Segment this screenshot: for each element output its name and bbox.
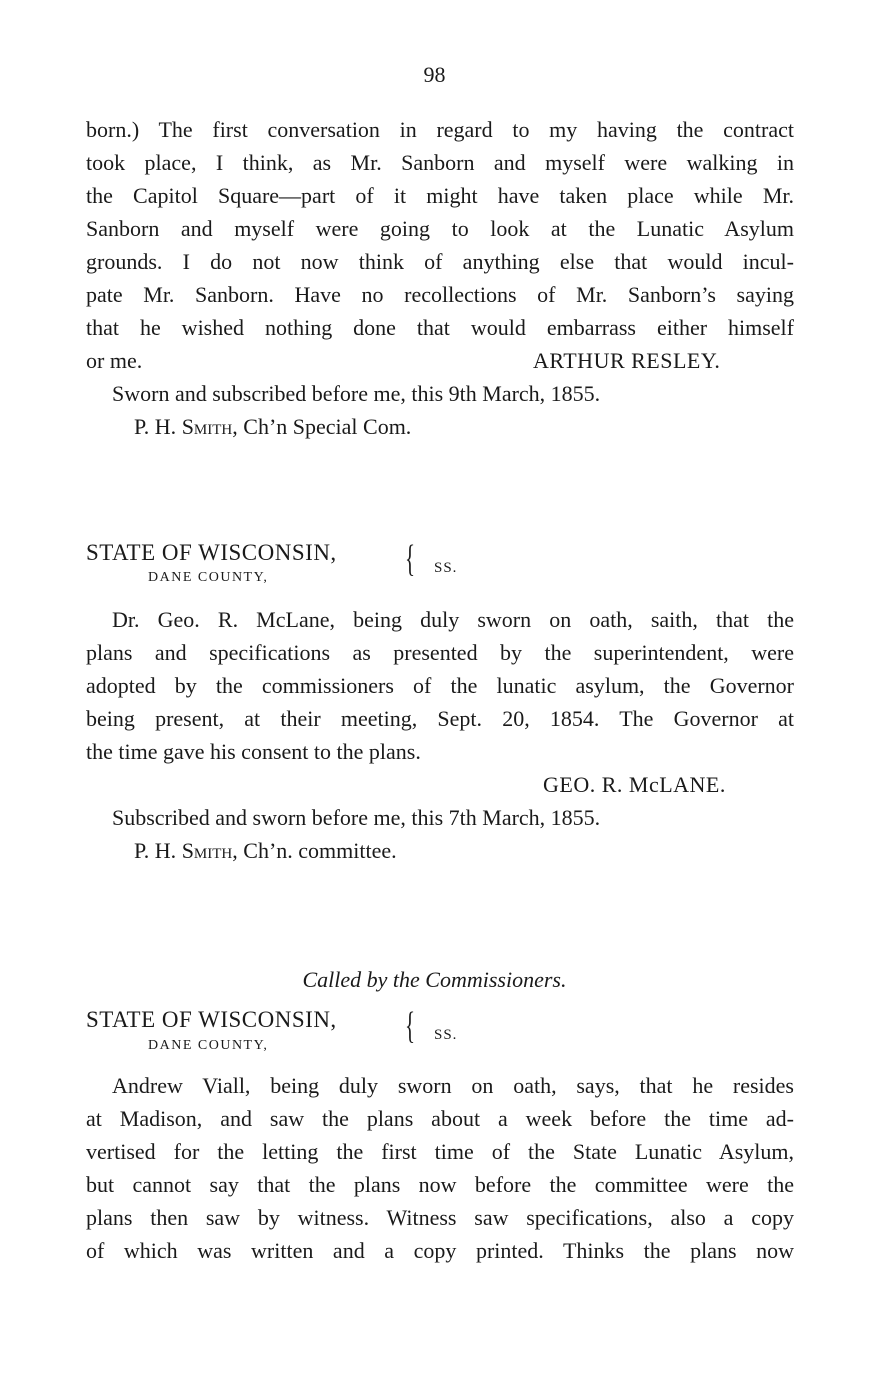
section-heading: Called by the Commissioners. — [302, 967, 567, 992]
venue-brace: { — [405, 538, 416, 580]
signature: ARTHUR RESLEY. — [533, 348, 721, 373]
text-line: born.) The first conversation in regard to my having the contract — [86, 117, 794, 142]
venue-county: DANE COUNTY, — [148, 1038, 269, 1053]
venue-ss: SS. — [434, 560, 458, 576]
witness-initials: P. H. — [134, 414, 177, 439]
text-line: adopted by the commissioners of the lunatic asylum, the Governor — [86, 673, 794, 698]
text-line: took place, I think, as Mr. Sanborn and myself were walking in — [86, 150, 794, 175]
venue-brace: { — [405, 1005, 416, 1047]
text-line: grounds. I do not now think of anything else that would incul- — [86, 249, 794, 274]
witness-name: Smith, — [181, 414, 238, 439]
venue-county: DANE COUNTY, — [148, 570, 269, 585]
venue-state: STATE OF WISCONSIN, — [86, 1007, 337, 1032]
jurat-line: Subscribed and sworn before me, this 7th March, 1855. — [112, 805, 601, 830]
text-line: the time gave his consent to the plans. — [86, 739, 421, 764]
text-line: being present, at their meeting, Sept. 20, 1854. The Governor at — [86, 706, 794, 731]
text-line: vertised for the letting the first time of the State Lunatic Asylum, — [86, 1139, 794, 1164]
witness-title: Ch’n. committee. — [243, 838, 397, 863]
witness-title: Ch’n Special Com. — [243, 414, 412, 439]
jurat-line: Sworn and subscribed before me, this 9th March, 1855. — [112, 381, 601, 406]
text-line: at Madison, and saw the plans about a week before the time ad- — [86, 1106, 794, 1131]
text-line: Andrew Viall, being duly sworn on oath, says, that he resides — [112, 1073, 794, 1098]
text-line: pate Mr. Sanborn. Have no recollections of Mr. Sanborn’s saying — [86, 282, 794, 307]
text-line: but cannot say that the plans now before the committee were the — [86, 1172, 794, 1197]
page-number: 98 — [423, 62, 446, 87]
text-line: plans then saw by witness. Witness saw specifications, also a copy — [86, 1205, 794, 1230]
text-line: plans and specifications as presented by the superintendent, were — [86, 640, 794, 665]
text-line: the Capitol Square—part of it might have taken place while Mr. — [86, 183, 794, 208]
witness-name: Smith, — [181, 838, 238, 863]
text-line: that he wished nothing done that would embarrass either himself — [86, 315, 794, 340]
venue-ss: SS. — [434, 1027, 458, 1043]
text-line: Dr. Geo. R. McLane, being duly sworn on oath, saith, that the — [112, 607, 794, 632]
signature: GEO. R. McLANE. — [543, 772, 726, 797]
text-line: or me. — [86, 348, 143, 373]
witness-initials: P. H. — [134, 838, 177, 863]
witness-line — [134, 835, 794, 867]
witness-line — [134, 411, 794, 443]
venue-state: STATE OF WISCONSIN, — [86, 540, 337, 565]
text-line: Sanborn and myself were going to look at the Lunatic Asylum — [86, 216, 794, 241]
text-line: of which was written and a copy printed. Thinks the plans now — [86, 1238, 794, 1263]
